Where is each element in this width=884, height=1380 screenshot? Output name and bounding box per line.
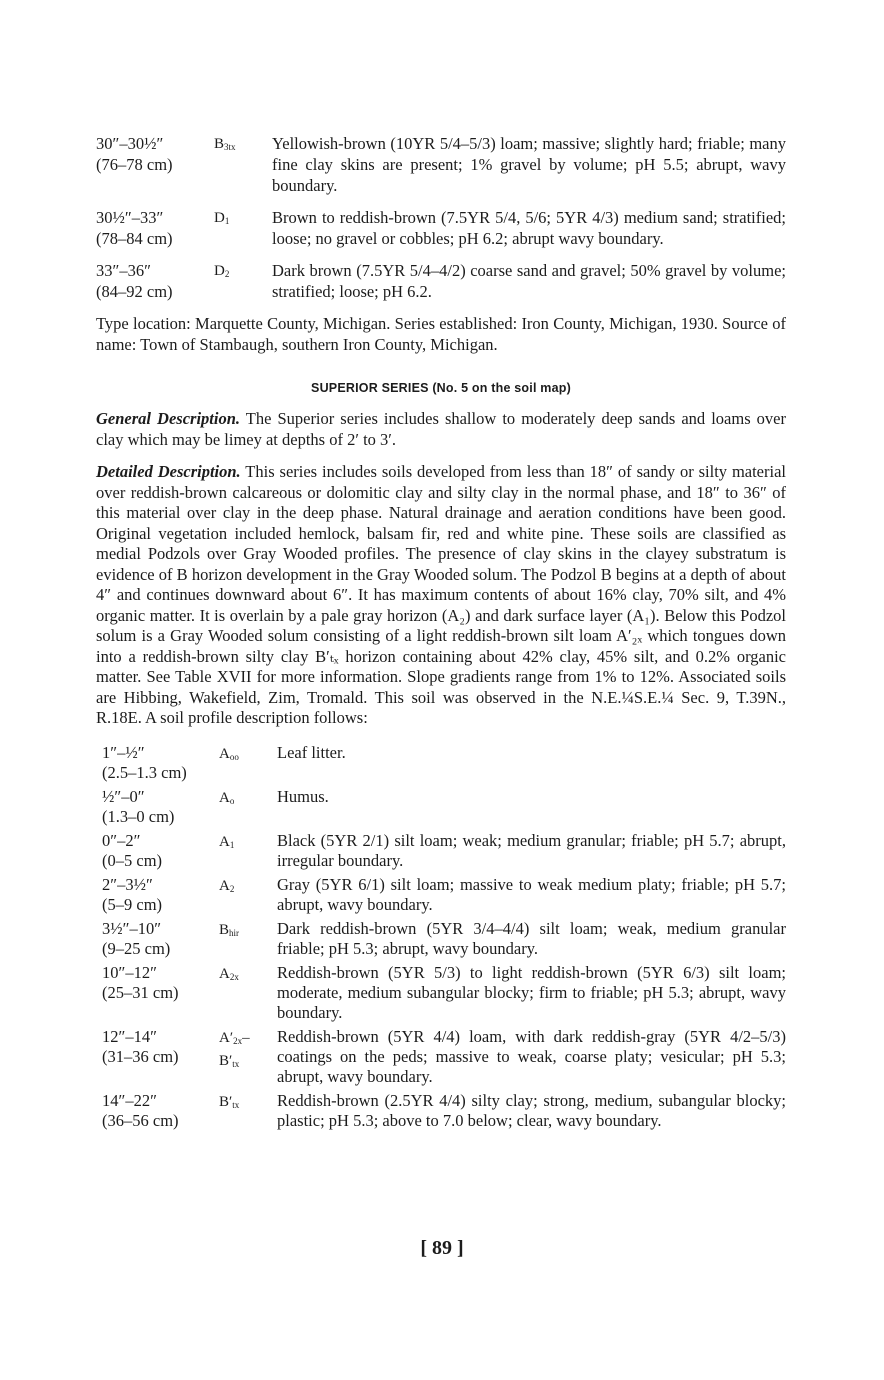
- horizon-description: Black (5YR 2/1) silt loam; weak; medium granular; friable; pH 5.7; abrupt, irregular boundary.: [277, 830, 786, 870]
- horizon-code: $A_2$: [219, 877, 235, 894]
- horizon-row: [96, 260, 786, 302]
- profile-table-continued: [96, 133, 786, 302]
- depth-cm: (0–5 cm): [102, 850, 163, 870]
- depth-cm: (36–56 cm): [102, 1110, 179, 1130]
- horizon-code: $A_o$: [219, 789, 235, 806]
- detailed-description-paragraph: [96, 462, 786, 729]
- depth-inches: 2″–3½″: [102, 874, 153, 894]
- general-description-lead: General Description.: [96, 409, 240, 428]
- depth-cm: (78–84 cm): [96, 229, 173, 248]
- detailed-description-text: This series includes soils developed from less than 18″ of sandy or silty material over reddish-brown calcareous or dolomitic clay and silty clay in the normal phase, and 18″ to 36″ of this material over clay in the deep phase. Natural drainage and aeration conditions have been good. Original vegetation included hemlock, balsam fir, red and white pine. These soils are classified as medial Podzols over Gray Wooded profiles. The presence of clay skins in the clayey substratum is evidence of B horizon development in the Gray Wooded solum. The Podzol B begins at a depth of about 4″ and continues downward about 6″. It has maximum contents of about 16% clay, 70% silt, and 4% organic matter. It is overlain by a pale gray horizon (A₂) and dark surface layer (A₁). Below this Podzol solum is a Gray Wooded solum consisting of a light reddish-brown silt loam A′₂ₓ which tongues down into a reddish-brown silty clay B′ₜₓ horizon containing about 42% clay, 45% silt, and 0.2% organic matter. See Table XVII for more information. Slope gradients range from 1% to 12%. Associated soils are Hibbing, Wakefield, Zim, Tromald. This soil was observed in the N.E.¼S.E.¼ Sec. 9, T.39N., R.18E. A soil profile description follows:: [96, 462, 786, 727]
- horizon-row: [102, 963, 786, 1023]
- horizon-description: Reddish-brown (5YR 4/4) loam, with dark reddish-gray (5YR 4/2–5/3) coatings on the peds; massive to weak, coarse platy; vesicular; pH 5.3; abrupt, wavy boundary.: [277, 1026, 786, 1086]
- horizon-description: Humus.: [277, 786, 329, 806]
- horizon-description: Dark reddish-brown (5YR 3/4–4/4) silt loam; weak, medium granular friable; pH 5.3; abrupt, wavy boundary.: [277, 918, 786, 958]
- horizon-description: Brown to reddish-brown (7.5YR 5/4, 5/6; 5YR 4/3) medium sand; stratified; loose; no gravel or cobbles; pH 6.2; abrupt wavy boundary.: [272, 208, 786, 248]
- depth-inches: 3½″–10″: [102, 918, 162, 938]
- depth-cm: (1.3–0 cm): [102, 806, 175, 826]
- horizon-description: Gray (5YR 6/1) silt loam; massive to weak medium platy; friable; pH 5.7; abrupt, wavy boundary.: [277, 874, 786, 914]
- horizon-code: $B_{3tx}$: [214, 136, 236, 152]
- horizon-code: $D_1$: [214, 210, 230, 226]
- horizon-code: $A_1$: [219, 833, 235, 850]
- horizon-row: [102, 787, 786, 827]
- detailed-description-lead: Detailed Description.: [96, 462, 241, 481]
- depth-inches: 30½″–33″: [96, 208, 164, 227]
- general-description-paragraph: [96, 409, 786, 450]
- depth-cm: (84–92 cm): [96, 282, 173, 301]
- depth-cm: (76–78 cm): [96, 155, 173, 174]
- horizon-row: [102, 1091, 786, 1131]
- depth-inches: 0″–2″: [102, 830, 141, 850]
- type-location-paragraph: Type location: Marquette County, Michigan. Series established: Iron County, Michigan, 1930. Source of name: Town of Stambaugh, southern Iron County, Michigan.: [96, 314, 786, 354]
- horizon-description: Leaf litter.: [277, 742, 346, 762]
- horizon-code: $A_{oo}$: [219, 745, 239, 762]
- depth-inches: 33″–36″: [96, 261, 151, 280]
- horizon-description: Dark brown (7.5YR 5/4–4/2) coarse sand and gravel; 50% gravel by volume; stratified; loose; pH 6.2.: [272, 261, 786, 301]
- depth-cm: (9–25 cm): [102, 938, 171, 958]
- horizon-row: [102, 1027, 786, 1087]
- page-number: [ 89 ]: [420, 1237, 464, 1259]
- depth-inches: 30″–30½″: [96, 134, 164, 153]
- soil-profile-table: [96, 743, 786, 1131]
- horizon-row: [102, 875, 786, 915]
- section-heading: SUPERIOR SERIES (No. 5 on the soil map): [311, 381, 571, 395]
- horizon-row: [96, 207, 786, 249]
- depth-inches: 1″–½″: [102, 742, 145, 762]
- depth-cm: (2.5–1.3 cm): [102, 762, 187, 782]
- page-content: [96, 133, 786, 1135]
- depth-cm: (31–36 cm): [102, 1046, 179, 1066]
- depth-inches: ½″–0″: [102, 786, 145, 806]
- depth-cm: (25–31 cm): [102, 982, 179, 1002]
- horizon-description: Yellowish-brown (10YR 5/4–5/3) loam; massive; slightly hard; friable; many fine clay skins are present; 1% gravel by volume; pH 5.5; abrupt, wavy boundary.: [272, 134, 786, 195]
- horizon-code: $A'_{2x}-$ $B'_{tx}$: [219, 1029, 250, 1069]
- depth-cm: (5–9 cm): [102, 894, 163, 914]
- horizon-description: Reddish-brown (5YR 5/3) to light reddish-brown (5YR 6/3) silt loam; moderate, medium subangular blocky; firm to friable; pH 5.3; abrupt, wavy boundary.: [277, 962, 786, 1022]
- horizon-code: $B'_{tx}$: [219, 1093, 240, 1110]
- horizon-row: [102, 831, 786, 871]
- depth-inches: 14″–22″: [102, 1090, 157, 1110]
- horizon-description: Reddish-brown (2.5YR 4/4) silty clay; strong, medium, subangular blocky; plastic; pH 5.3; above to 7.0 below; clear, wavy boundary.: [277, 1090, 786, 1130]
- horizon-row: [96, 133, 786, 196]
- depth-inches: 10″–12″: [102, 962, 157, 982]
- general-description-text: The Superior series includes shallow to moderately deep sands and loams over clay which may be limey at depths of 2′ to 3′.: [96, 409, 786, 449]
- horizon-code: $B_{hir}$: [219, 921, 240, 938]
- horizon-code: $D_2$: [214, 263, 230, 279]
- horizon-row: [102, 919, 786, 959]
- horizon-code: $A_{2x}$: [219, 965, 239, 982]
- horizon-row: [102, 743, 786, 783]
- depth-inches: 12″–14″: [102, 1026, 157, 1046]
